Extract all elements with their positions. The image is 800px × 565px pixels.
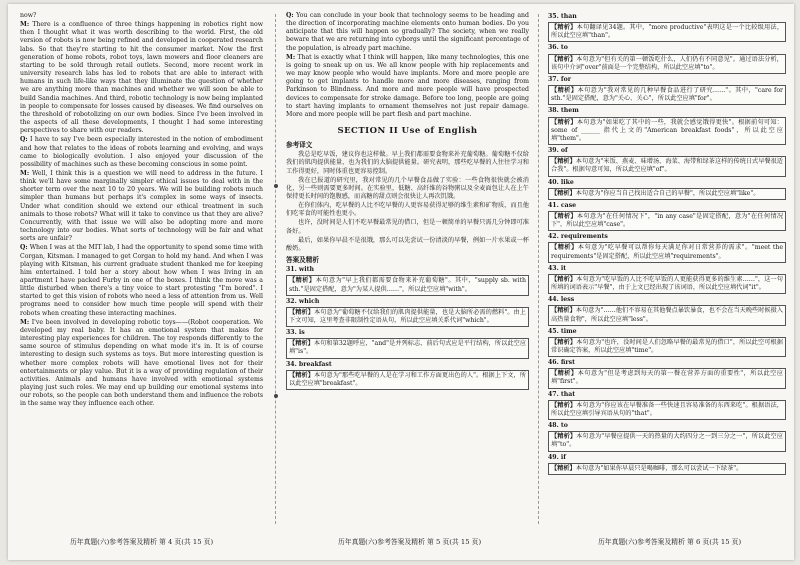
analysis-text: 本句意为"吃早餐可以帮你每天满足你对日常营养的需求"。"meet the requirements"是固定搭配，所以此空应填"requirements"。 (551, 244, 783, 260)
analysis-tag: 【精析】 (551, 189, 576, 197)
analysis-tag: 【精析】 (551, 275, 577, 283)
analysis-box (286, 370, 529, 390)
analysis-box (548, 85, 786, 105)
analysis-text: 本句意为"我对常见的几种早餐食品进行了研究……"。其中，"care for sth."是固定搭配，意为"关心、关心"，所以此空应填"for"。 (551, 87, 783, 103)
answer-number: 44. less (548, 296, 575, 304)
analysis-box (548, 274, 786, 294)
paragraph-text: now? (20, 12, 37, 19)
analysis-tag: 【精析】 (551, 87, 578, 95)
analysis-tag: 【精析】 (551, 433, 577, 441)
answer-number: 42. requirements (548, 233, 608, 241)
column-divider (275, 14, 276, 524)
answer-number: 38. them (548, 107, 579, 115)
analysis-text: 本句和第32题呼应，"and"是并列标志，前后句式应是平行结构，所以此空应填"is"。 (289, 340, 527, 356)
analysis-tag: 【精析】 (289, 371, 314, 379)
answer-number: 45. time (548, 327, 577, 335)
answer-number: 49. if (548, 453, 566, 461)
column-1 (20, 12, 263, 532)
speaker-label: Q: (286, 12, 294, 19)
column-3 (548, 12, 786, 532)
binding-hole (274, 394, 278, 398)
analysis-tag: 【精析】 (551, 338, 577, 346)
paragraph-text: I have to say I've been especially interested in the notion of embodiment and how that relates to the ideas of robots learning and evolving, and ways came to biologically evolution. I also enjoyed your discussion of the possibility of machines such as these becoming conscious in some point. (20, 136, 263, 168)
transcript-paragraph (20, 21, 263, 135)
answer-list (548, 13, 786, 475)
analysis-text: 本句意为"如果你早晨只是喝咖啡，那么可以尝试一下绿茶"。 (575, 464, 743, 472)
answer-number: 47. that (548, 390, 576, 398)
analysis-box (286, 307, 529, 327)
speaker-label: M: (20, 21, 30, 29)
analysis-text: 本句意为"早餐应提供一天的热量的大约四分之一到三分之一"，所以此空应填"to"。 (551, 433, 783, 449)
analysis-tag: 【精析】 (289, 340, 314, 348)
answer-number: 37. for (548, 75, 571, 83)
translation-paragraph: 在你们体内，吃早餐的人比不吃早餐的人更容易获得足够的维生素和矿物质，而且他们吃零食的可能性也更小。 (286, 202, 529, 218)
transcript-paragraph (286, 54, 529, 119)
exam-answer-sheet (8, 4, 794, 560)
analysis-text: 本句意为"你应当自己找出适合自己的早餐"，所以此空应填"like"。 (575, 189, 760, 197)
analysis-box (548, 368, 786, 388)
paragraph-text: You can conclude in your book that technology seems to be heading and the direction of incorporating machine elements onto human bodies. Do you anticipate that this will happen so gradually? The society, when we really beware that we are returning into cyborgs until the significant percentage of the population, is already part machine. (286, 12, 529, 52)
analysis-box (548, 117, 786, 145)
analysis-tag: 【精析】 (551, 370, 578, 378)
translation-paragraph: 也许，没时间是人们不吃早餐最常见的借口，但是一顿简单的早餐只需几分钟即可准备好。 (286, 219, 529, 235)
page-footer: 历年真题(六)参考答案及精析 第 4 页(共 15 页) (70, 538, 214, 546)
page-footer: 历年真题(六)参考答案及精析 第 5 页(共 15 页) (338, 538, 482, 546)
translation-paragraph: 我总是吃早饭，建议你也这样做。早上我们都需要食物来补充葡萄糖。葡萄糖不仅给我们的肌肉提供能量，也为我们的大脑提供能量。研究表明，那些吃早餐的人往往学习和工作得更好，同时体重也更容易控制。 (286, 151, 529, 175)
transcript-paragraph (20, 136, 263, 169)
analysis-text: 本句意为"也许，没时间是人们忽略早餐的最常见的借口"，所以此空可根据常识确定答案，所以此空应填"time"。 (551, 338, 783, 354)
analysis-box (286, 338, 529, 358)
analysis-text: 本句意为"早上我们都需要食物来补充葡萄糖"。其中，"supply sb. with sth."是固定搭配，意为"为某人提供……"，所以此空应填"with"。 (289, 277, 526, 293)
speaker-label: M: (20, 169, 30, 177)
page-footer: 历年真题(六)参考答案及精析 第 6 页(共 15 页) (598, 538, 742, 546)
analysis-text: 本句意为"葡萄糖不仅给我们的肌肉提供能量，也是大脑所必需的燃料"。由上下文可知，这里考查非限制性定语从句，所以此空应填关系代词"which"。 (289, 308, 526, 324)
analysis-tag: 【精析】 (289, 308, 314, 316)
analysis-text: 本句翻译见34题。其中，"more productive"表明这是一个比较级用法，所以此空应填"than"。 (551, 24, 784, 40)
transcript-paragraph (20, 319, 263, 409)
analysis-text: 本句意为"但是考虑到每天的第一餐在营养方面的重要性"，所以此空应填"first"。 (551, 370, 783, 386)
analysis-tag: 【精析】 (551, 158, 576, 166)
transcript-paragraph (20, 170, 263, 243)
interview-transcript-continued (286, 12, 529, 119)
analysis-box (548, 400, 786, 420)
analysis-text: 本句意为"你应该在早餐准备一些快速且容易准备的东西来吃"。根据语法，所以此空应填引导宾语从句的"that"。 (551, 401, 783, 417)
analysis-text: 本句意为"在任何情况下"，"in any case"是固定搭配，意为"在任何情况下"，所以此空应填"case"。 (551, 212, 784, 229)
analysis-box (548, 22, 786, 42)
analysis-text: 本句意为"……他们不容易在其他餐点暴饮暴食，也不会在当天晚些时候摄入高热量食物"，所以此空应填"less"。 (551, 307, 783, 323)
column-2 (286, 12, 529, 532)
speaker-label: Q: (20, 136, 28, 144)
paragraph-text: Well, I think this is a question we will need to address in the future. I think we'll have some marginally simpler ethical issues to deal with in the shorter term over the next 10 to 20 years. We will be building robots much simpler than humans but perhaps it's complex in some ways of insects. Under what condition should we extend our ethical treatment in such animals to those robots? What will it take to convince us that they are alive? Concurrently, with that issue we will also be adopting more and more technology into our bodies. What sorts of technology will be fair and what sorts are unfair? (20, 169, 263, 243)
answer-number: 48. to (548, 422, 568, 430)
paragraph-text: There is a confluence of three things happening in robotics right now then I thought what it was worth describing to the world. First, the old version of robots is now being refined and developed in cooperated research labs. So that they're starting to hit the consumer market. Now the first generation of home robots, robot toys, lawn mowers and floor cleaners are starting to be sold through retail outlets. Second, more recent work in university research labs has led to robots that are able to interact with humans in such life-like ways that they illuminate the question of whether we are anything more than machines and whether we will soon be able to build Sandia machines. And third, robotic technology is now being implanted in people to compensate for losses caused by diseases. We find ourselves on the threshold of robotolizing on our own bodies. Since I've been involved in the aspects of all these developments, I thought I had some interesting perspectives to share with our readers. (20, 21, 263, 135)
answer-number: 33. is (286, 329, 305, 337)
analysis-box (548, 211, 786, 231)
answer-number: 31. with (286, 266, 314, 274)
answers-title: 答案及精析 (286, 256, 319, 265)
speaker-label: Q: (20, 244, 28, 252)
speaker-label: M: (20, 318, 30, 326)
analysis-tag: 【精析】 (551, 24, 577, 32)
analysis-text: 本句意为"如果吃了其中的一些，我就会感觉饿得更快"。根据前句可知：some of ______ 指代上文的"American breakfast foods"，所以此空应填"them"。 (551, 118, 783, 142)
answer-number: 35. than (548, 13, 577, 20)
answer-list (286, 266, 529, 390)
analysis-tag: 【精析】 (551, 307, 576, 315)
answer-number: 39. of (548, 147, 568, 155)
column-divider (538, 14, 539, 524)
analysis-box (548, 242, 786, 262)
analysis-text: 本句意为"吃早饭的人比不吃早饭的人更能获得更多的维生素……"，这一句所填的词语表示"早餐"，由于上文已经出现了该词语，所以此空应填代词"it"。 (551, 275, 783, 292)
paragraph-text: That is exactly what I think will happen, like many technologies, this one is going to sneak up on us. We all know people with hip replacements and we may know people who would have implants. More and more people are going to get implants to handle more and more diseases, ranging from Parkinson to Blindness. And more and more people will have prospected devices to compensate for stroke damage. Before too long, people are going to start having implants to ornament themselves not just repair damage. More and more people will be part flesh and part machine. (286, 53, 529, 118)
translation-paragraph: 最后，如果你早晨不是很饿，那么可以先尝试一份清淡的早餐，例如一片水果或一杯酸奶。 (286, 236, 529, 252)
binding-hole (274, 184, 278, 188)
transcript-paragraph (20, 12, 263, 20)
analysis-tag: 【精析】 (551, 244, 578, 252)
analysis-text: 本句意为"米饭、燕麦、味增汤、海菜、海带和绿茶这样的传统日式早餐很适合我"。根据句意可知，所以此空应填"of"。 (551, 158, 783, 174)
answer-number: 46. first (548, 359, 576, 367)
answer-number: 40. like (548, 178, 574, 186)
analysis-tag: 【精析】 (551, 464, 576, 472)
analysis-box (286, 275, 529, 295)
answer-number: 41. case (548, 201, 577, 209)
interview-transcript (20, 12, 263, 409)
analysis-tag: 【精析】 (551, 55, 577, 63)
transcript-paragraph (286, 12, 529, 53)
answer-number: 32. which (286, 297, 320, 305)
reference-translation-title: 参考译文 (286, 141, 313, 150)
analysis-text: 本句意为"那些吃早餐的人是在学习和工作方面更出色的人"。根据上下文，所以此空应填"breakfast"。 (289, 371, 526, 387)
paragraph-text: When I was at the MIT lab, I had the opportunity to spend some time with Corgan, Kitsman. I managed to get Corgan to hold my hand. And when I was playing with Kitsman, his current graduate student thanked me for keeping him entertained. I told her a story about how when I was living in an apartment I have packed Furby in one of the boxes. I think the move was a little disturbed when there's a tiny voice to start protesting "I'm bored". I started to get this vision of robots who need a less of attention from us. Well programs need to consider how much time people will spend with their robots when creating these interacting machines. (20, 244, 263, 317)
analysis-box (548, 188, 786, 200)
analysis-box (548, 156, 786, 176)
analysis-box (548, 54, 786, 74)
transcript-paragraph (20, 244, 263, 317)
answer-number: 34. breakfast (286, 360, 332, 368)
section-title: SECTION II Use of English (337, 126, 478, 137)
answer-number: 43. it (548, 264, 567, 272)
translation-paragraph: 我在已报道的研究里，我对常见的几个早餐食品做了实验：一些食物很快就会被消化，另一些则需要更多时间。在实验里，低糖、高纤维的谷物粥以及全麦面包让人在上午保持更长时间的饱腹感，而高糖的甜点则会很快让人再次饥饿。 (286, 176, 529, 200)
analysis-tag: 【精析】 (551, 401, 577, 409)
analysis-tag: 【精析】 (289, 277, 316, 285)
analysis-box (548, 463, 786, 475)
analysis-tag: 【精析】 (551, 118, 577, 126)
analysis-tag: 【精析】 (551, 212, 577, 220)
analysis-box (548, 337, 786, 357)
analysis-box (548, 305, 786, 325)
paragraph-text: I've been involved in developing robotic toys——(Robot cooperation. We developed my real baby. It has an emotional system that makes for interesting play experiences for children. The toy responds differently to the same source of stimulus depending on what mode it's in. It is of course interesting to design such systems as toys. But more interesting question is whether more complex robots will have emotional lives not for their entertainments or play value. But it is a way of providing regulation of their activities. Animals and humans have involved with emotional systems playing just such roles. We may end up building our emotional systems into our robots, so the people can both understand them and influence the robots in the same way they influence each other. (20, 318, 263, 408)
analysis-box (548, 431, 786, 451)
analysis-text: 本句意为"但有关的第一顿饭吃什么，人们仍有不同意见"。通过语法分析，该句中介词"over"前面是一个完整结构，所以此空应填"to"。 (551, 55, 783, 71)
speaker-label: M: (286, 53, 296, 61)
reference-translation (286, 151, 529, 253)
answer-number: 36. to (548, 44, 568, 52)
